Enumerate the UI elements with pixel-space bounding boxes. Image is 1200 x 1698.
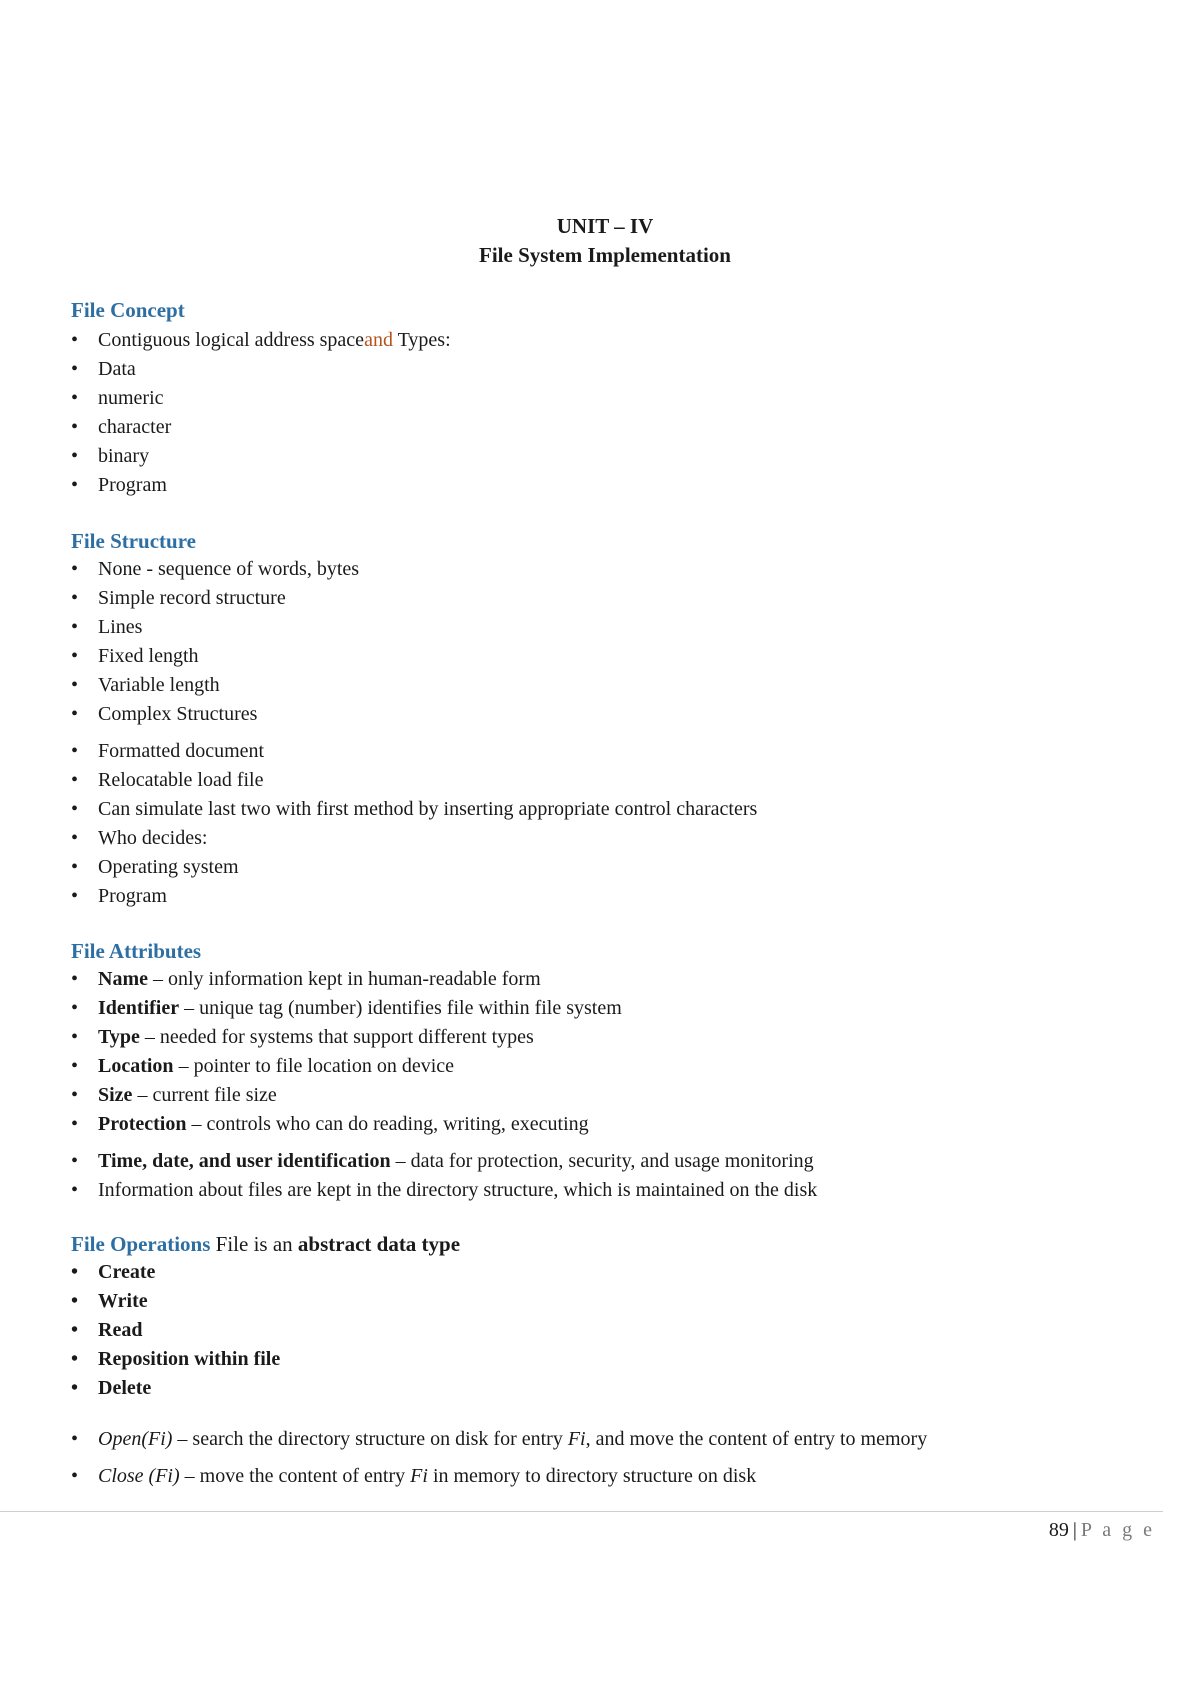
section-heading: File Attributes — [71, 939, 202, 963]
unit-title: UNIT – IV — [556, 214, 654, 238]
page-footer — [1049, 1517, 1155, 1543]
attribute-item: • Name – only information kept in human-readable form — [71, 965, 1161, 994]
attribute-item: • Type – needed for systems that support different types — [71, 1023, 1161, 1052]
list-item: • Operating system — [71, 853, 1161, 882]
title-block — [0, 212, 1200, 270]
attribute-item: • Size – current file size — [71, 1081, 1161, 1110]
chapter-title: File System Implementation — [479, 243, 731, 267]
section-heading: File Concept — [71, 298, 185, 322]
list-item: • Complex Structures — [71, 700, 1161, 729]
list-item: • None - sequence of words, bytes — [71, 555, 1161, 584]
list-item: • Fixed length — [71, 642, 1161, 671]
accent-word: and — [364, 329, 393, 351]
operation-close: • Close (Fi) – move the content of entry Fi in memory to directory structure on disk — [71, 1462, 1161, 1491]
bullet-list — [71, 555, 1161, 911]
attribute-item: • Protection – controls who can do reading, writing, executing — [71, 1110, 1161, 1139]
operation-item: • Read — [71, 1316, 1161, 1345]
list-item: • Data — [71, 355, 1161, 384]
operation-item: • Write — [71, 1287, 1161, 1316]
operation-item: • Create — [71, 1258, 1161, 1287]
attribute-item: • Location – pointer to file location on device — [71, 1052, 1161, 1081]
bullet-list — [71, 326, 1161, 500]
list-item: • character — [71, 413, 1161, 442]
list-item: • Simple record structure — [71, 584, 1161, 613]
list-item: • numeric — [71, 384, 1161, 413]
page-label: P a g e — [1080, 1519, 1155, 1541]
list-item: • Program — [71, 471, 1161, 500]
section-file-operations — [71, 1230, 1161, 1491]
list-item: • Relocatable load file — [71, 766, 1161, 795]
operation-open: • Open(Fi) – search the directory structure on disk for entry Fi, and move the content of entry to memory — [71, 1425, 1161, 1454]
list-item: • Who decides: — [71, 824, 1161, 853]
footer-separator: | — [1072, 1519, 1077, 1541]
page-number: 89 — [1048, 1519, 1069, 1541]
bullet-list — [71, 965, 1161, 1205]
footer-divider — [0, 1511, 1163, 1512]
section-file-structure — [71, 527, 1161, 911]
list-item: • Formatted document — [71, 737, 1161, 766]
section-file-concept — [71, 296, 1161, 500]
bullet-list — [71, 1258, 1161, 1491]
list-item: • Can simulate last two with first method by inserting appropriate control characters — [71, 795, 1161, 824]
attribute-note: • Information about files are kept in the directory structure, which is maintained on the disk — [71, 1176, 1161, 1205]
operation-item: • Reposition within file — [71, 1345, 1161, 1374]
list-item: • Program — [71, 882, 1161, 911]
section-heading: File Operations File is an abstract data type — [71, 1232, 461, 1256]
attribute-item: • Time, date, and user identification – data for protection, security, and usage monitoring — [71, 1147, 1161, 1176]
section-file-attributes — [71, 937, 1161, 1205]
list-item: • Lines — [71, 613, 1161, 642]
section-heading: File Structure — [71, 529, 196, 553]
list-item: • Variable length — [71, 671, 1161, 700]
list-item: • Contiguous logical address spaceand Types: — [71, 326, 1161, 355]
operation-item: • Delete — [71, 1374, 1161, 1403]
list-item: • binary — [71, 442, 1161, 471]
attribute-item: • Identifier – unique tag (number) identifies file within file system — [71, 994, 1161, 1023]
